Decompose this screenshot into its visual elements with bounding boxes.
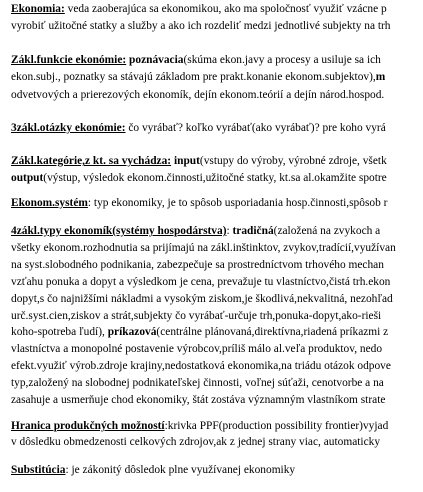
text-line bbox=[11, 171, 387, 185]
term-heading: Zákl.kategórie,z kt. sa vychádza: bbox=[11, 155, 172, 167]
text-line bbox=[11, 88, 384, 102]
text-run: (vstupy do výroby, výrobné zdroje, všetk bbox=[199, 155, 387, 167]
bold-term: príkazová bbox=[107, 326, 157, 338]
text-line bbox=[11, 393, 385, 407]
text-run: dopyt,s čo najnižšími nákladmi a vysokým ziskom,je škodlivá,nekvalitná, nezohľad bbox=[11, 293, 393, 305]
text-line bbox=[11, 154, 387, 168]
text-run: ekon.subj., poznatky sa stávajú základom pre prakt.konanie ekonom.subjektov), bbox=[11, 71, 376, 83]
term-heading: Ekonomia: bbox=[11, 3, 65, 15]
text-line bbox=[11, 376, 384, 390]
text-line bbox=[11, 241, 396, 255]
text-run: : je zákonitý dôsledok plne využívanej ekonomiky bbox=[65, 464, 296, 476]
text-run: efekt.využiť výrob.zdroje krajiny,nedostatková ekonomika,na triádu otázok odpove bbox=[11, 360, 391, 372]
text-run: urč.syst.cien,ziskov a strát,subjekty čo vyrábať-určuje trh,ponuka-dopyt,ako-rieši bbox=[11, 310, 382, 322]
text-line bbox=[11, 435, 380, 449]
text-run: všetky ekonom.rozhodnutia sa prijímajú na zákl.inštinktov, zvykov,tradícií,využívan bbox=[11, 242, 396, 254]
text-run: (skúma ekon.javy a procesy a usiluje sa ich bbox=[183, 54, 381, 66]
text-line bbox=[11, 70, 385, 84]
text-line bbox=[11, 53, 381, 67]
text-run: koho-spotreba ľudí), bbox=[11, 326, 108, 338]
text-run: zasahuje a usmerňuje chod ekonomiky, štát zostáva významným vlastníkom strate bbox=[11, 394, 386, 406]
text-line bbox=[11, 258, 384, 272]
text-line bbox=[11, 2, 387, 16]
text-run: vyrobiť užitočné statky a služby a ako ich rozdeliť medzi jednotlivé subjekty na trh bbox=[11, 20, 391, 32]
text-run: odvetvových a prierezových ekonomík, dejín ekonom.teórií a dejín národ.hospod. bbox=[11, 89, 385, 101]
text-line bbox=[11, 19, 391, 33]
term-heading: Substitúcia bbox=[11, 464, 66, 476]
text-line bbox=[11, 419, 388, 433]
text-run: vlastníctva a monopolné postavenie výrobcov,príliš málo al.veľa produktov, nedo bbox=[11, 343, 383, 355]
bold-term: tradičná bbox=[232, 225, 274, 237]
text-run: typ,založený na slobodnej podnikateľskej činnosti, voľnej súťaži, cenotvorbe a na bbox=[11, 377, 384, 389]
text-run: (centrálne plánovaná,direktívna,riadená príkazmi z bbox=[156, 326, 389, 338]
text-line bbox=[11, 309, 381, 323]
bold-term: poznávacia bbox=[129, 54, 184, 66]
text-line bbox=[11, 275, 390, 289]
text-line bbox=[11, 325, 388, 339]
term-heading: Hranica produkčných možností bbox=[11, 420, 165, 432]
term-heading: Zákl.funkcie ekonómie: bbox=[11, 54, 127, 66]
text-run: veda zaoberajúca sa ekonomikou, ako ma spoločnosť využiť vzácne p bbox=[64, 3, 387, 15]
text-run: vzťahu ponuka a dopyt a výsledkom je cena, prevažuje tu vlastníctvo,čistá trh.ekon bbox=[11, 276, 391, 288]
text-run: (založená na zvykoch a bbox=[273, 225, 381, 237]
bold-term: input bbox=[173, 155, 200, 167]
term-heading: 3zákl.otázky ekonómie: bbox=[11, 122, 126, 134]
text-run: v dôsledku obmedzenosti celkových zdrojov,ak z jednej strany viac, automaticky bbox=[11, 436, 381, 448]
term-heading: Ekonom.systém bbox=[11, 197, 88, 209]
text-run: čo vyrábať? koľko vyrábať(ako vyrábať)? pre koho vyrá bbox=[125, 122, 386, 134]
text-line bbox=[11, 196, 387, 210]
text-line bbox=[11, 359, 391, 373]
text-line bbox=[11, 292, 393, 306]
text-run: : typ ekonomiky, je to spôsob usporiadania hosp.činnosti,spôsob r bbox=[87, 197, 388, 209]
text-run: (výstup, výsledok ekonom.činnosti,užitočné statky, kt.sa al.okamžite spotre bbox=[43, 172, 387, 184]
text-line bbox=[11, 224, 380, 238]
text-run: na syst.slobodného podnikania, zabezpečuje sa prostredníctvom trhového mechan bbox=[11, 259, 384, 271]
text-line bbox=[11, 342, 382, 356]
bold-term: m bbox=[375, 71, 386, 83]
term-heading: 4zákl.typy ekonomík(systémy hospodárstva) bbox=[11, 225, 227, 237]
text-run: :krivka PPF(production possibility frontier)vyjad bbox=[164, 420, 389, 432]
text-line bbox=[11, 463, 295, 477]
text-run: : bbox=[226, 225, 233, 237]
bold-term: output bbox=[11, 172, 44, 184]
text-line bbox=[11, 121, 386, 135]
